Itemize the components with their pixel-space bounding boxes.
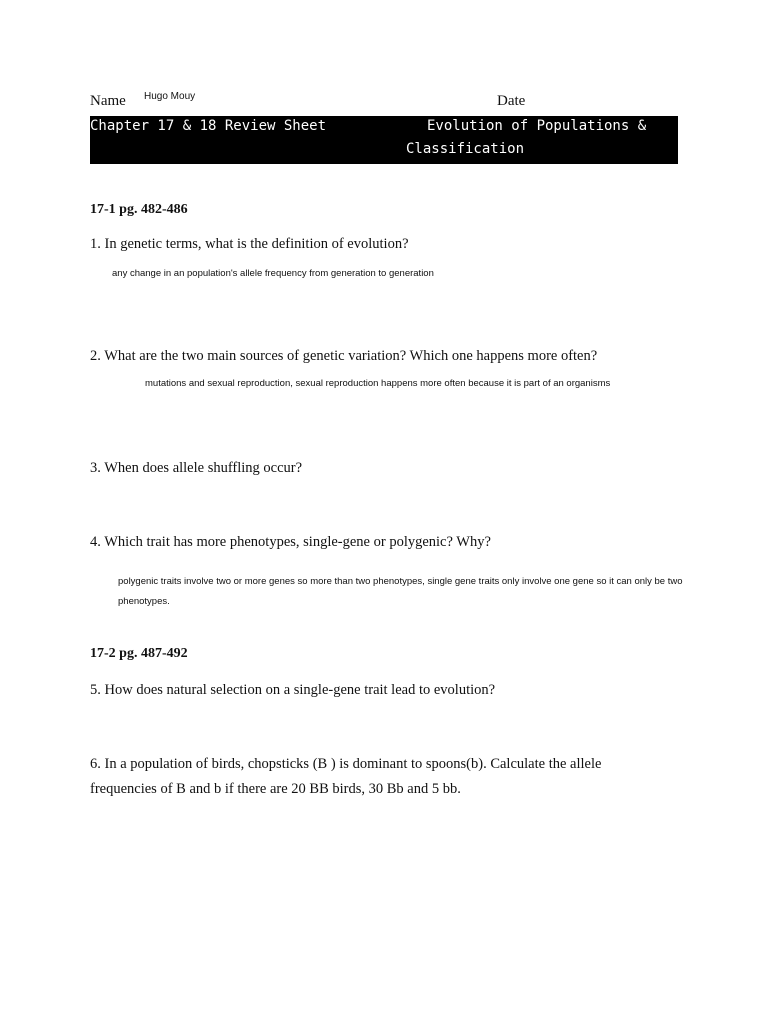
answer-2: mutations and sexual reproduction, sexual reproduction happens more often because it is part of an organisms	[145, 378, 611, 389]
name-label: Name	[90, 93, 126, 109]
question-2: 2. What are the two main sources of genetic variation? Which one happens more often?	[90, 348, 598, 364]
question-3: 3. When does allele shuffling occur?	[90, 460, 303, 476]
date-label: Date	[497, 93, 526, 109]
title-bar	[90, 116, 678, 164]
question-6-line-2: frequencies of B and b if there are 20 BB birds, 30 Bb and 5 bb.	[90, 781, 461, 797]
question-1: 1. In genetic terms, what is the definition of evolution?	[90, 236, 409, 252]
answer-4-line-1: polygenic traits involve two or more genes so more than two phenotypes, single gene traits only involve one gene so it can only be two	[118, 576, 683, 587]
chapter-title: Chapter 17 & 18 Review Sheet	[90, 118, 327, 134]
section-heading: 17-1 pg. 482-486	[90, 202, 188, 217]
question-6-line-1: 6. In a population of birds, chopsticks (B ) is dominant to spoons(b). Calculate the allele	[90, 756, 602, 772]
answer-4-line-2: phenotypes.	[118, 596, 170, 607]
name-value: Hugo Mouy	[144, 91, 196, 102]
answer-1: any change in an population's allele frequency from generation to generation	[112, 268, 434, 279]
topic-title-line-1: Evolution of Populations &	[427, 118, 647, 134]
question-4: 4. Which trait has more phenotypes, single-gene or polygenic? Why?	[90, 534, 491, 550]
section-heading: 17-2 pg. 487-492	[90, 646, 188, 661]
topic-title-line-2: Classification	[406, 141, 525, 157]
question-5: 5. How does natural selection on a single-gene trait lead to evolution?	[90, 682, 496, 698]
